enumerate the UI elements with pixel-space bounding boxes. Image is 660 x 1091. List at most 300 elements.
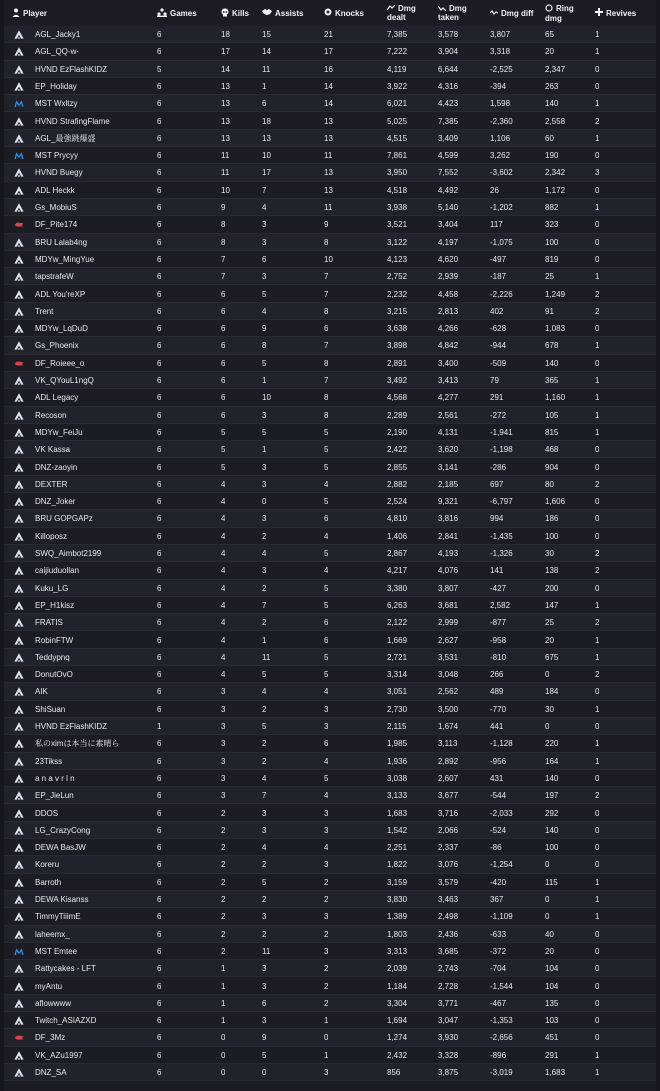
- apex-logo-icon: [14, 549, 24, 558]
- cell-name[interactable]: DF_3Mz: [35, 1033, 66, 1043]
- cell-taken: 2,728: [438, 981, 459, 991]
- cell-games: 6: [157, 168, 162, 178]
- cell-taken: 3,413: [438, 376, 459, 385]
- cell-games: 6: [157, 600, 162, 610]
- cell-knocks: 2: [324, 981, 329, 991]
- cell-name[interactable]: ADL Legacy: [35, 393, 79, 403]
- cell-name[interactable]: MST Wxltzy: [35, 99, 78, 109]
- cell-dealt: 1,542: [387, 825, 408, 835]
- cell-name[interactable]: 23Tikss: [35, 756, 63, 766]
- table-row[interactable]: [4, 303, 656, 320]
- cell-revives: 2: [595, 566, 600, 576]
- col-knocks[interactable]: [324, 0, 364, 26]
- apex-logo-icon: [14, 791, 24, 800]
- ring-icon: [545, 4, 553, 14]
- cell-knocks: 5: [324, 583, 329, 593]
- cell-name[interactable]: aflowwww: [35, 998, 72, 1008]
- cell-games: 6: [157, 998, 162, 1008]
- cell-knocks: 14: [324, 99, 333, 109]
- cell-assists: 4: [262, 203, 267, 212]
- cell-assists: 6: [262, 99, 267, 109]
- cell-name[interactable]: HVND EzFlashKIDZ: [35, 722, 108, 731]
- cell-knocks: 8: [324, 237, 329, 247]
- table-row[interactable]: [4, 649, 656, 666]
- cell-games: 6: [157, 773, 162, 783]
- cell-assists: 11: [262, 64, 271, 74]
- cell-games: 6: [157, 981, 162, 991]
- cell-dealt: 3,215: [387, 306, 408, 316]
- cell-taken: 3,409: [438, 133, 459, 143]
- col-revives[interactable]: [595, 0, 636, 26]
- cell-games: 6: [157, 583, 162, 593]
- cell-dealt: 4,810: [387, 514, 408, 524]
- cell-name[interactable]: Trent: [35, 306, 54, 316]
- cell-taken: 2,436: [438, 929, 459, 939]
- leaderboard-table: [4, 0, 656, 1091]
- col-diff-label: Dmg diff: [501, 8, 534, 18]
- cell-dealt: 3,122: [387, 237, 408, 247]
- table-row[interactable]: [4, 1029, 656, 1046]
- cell-name[interactable]: HVND EzFlashKIDZ: [35, 64, 108, 74]
- cell-name[interactable]: HVND Buegy: [35, 168, 83, 178]
- table-row[interactable]: [4, 528, 656, 545]
- cell-kills: 10: [221, 185, 230, 195]
- table-row[interactable]: [4, 822, 656, 839]
- cell-taken: 2,841: [438, 531, 459, 541]
- table-row[interactable]: [4, 337, 656, 354]
- table-row[interactable]: [4, 753, 656, 770]
- cell-assists: 2: [262, 739, 267, 749]
- cell-diff: 489: [490, 687, 504, 697]
- cell-name[interactable]: FRATIS: [35, 618, 63, 628]
- cell-name[interactable]: RobinFTW: [35, 635, 74, 645]
- table-row[interactable]: [4, 476, 656, 493]
- table-row[interactable]: [4, 407, 656, 424]
- cell-games: 1: [157, 722, 162, 731]
- cell-games: 6: [157, 497, 162, 507]
- cell-ring: 882: [545, 203, 559, 212]
- table-row[interactable]: [4, 580, 656, 597]
- cell-name[interactable]: tapstrafeW: [35, 272, 74, 282]
- cell-diff: 117: [490, 220, 503, 230]
- cell-knocks: 5: [324, 462, 329, 472]
- cell-name[interactable]: DEWA Kisanss: [35, 895, 89, 904]
- cell-games: 6: [157, 445, 162, 455]
- cell-knocks: 7: [324, 376, 329, 385]
- table-row[interactable]: [4, 874, 656, 891]
- cell-games: 6: [157, 185, 162, 195]
- table-row[interactable]: [4, 908, 656, 925]
- cell-games: 6: [157, 410, 162, 420]
- cell-games: 6: [157, 860, 162, 870]
- apex-logo-icon: [14, 376, 24, 385]
- cell-kills: 17: [221, 47, 230, 57]
- cell-kills: 2: [221, 825, 226, 835]
- cell-assists: 5: [262, 289, 267, 299]
- cell-name[interactable]: VK_AZu1997: [35, 1050, 83, 1060]
- col-games[interactable]: [157, 0, 197, 26]
- cell-games: 6: [157, 929, 162, 939]
- cell-knocks: 2: [324, 929, 329, 939]
- table-row[interactable]: [4, 960, 656, 977]
- cell-knocks: 3: [324, 860, 329, 870]
- cell-kills: 4: [221, 635, 226, 645]
- cell-name[interactable]: DonutOvO: [35, 670, 73, 680]
- cell-name[interactable]: MDYw_MingYue: [35, 254, 95, 264]
- col-knocks-label: Knocks: [335, 8, 364, 18]
- table-row[interactable]: [4, 320, 656, 337]
- cell-name[interactable]: Gs_MobiuS: [35, 203, 77, 212]
- cell-assists: 3: [262, 912, 267, 922]
- table-row[interactable]: [4, 510, 656, 527]
- cell-revives: 0: [595, 81, 600, 91]
- cell-revives: 0: [595, 981, 600, 991]
- cell-games: 6: [157, 739, 162, 749]
- apex-logo-icon: [14, 411, 24, 420]
- cell-revives: 1: [595, 410, 600, 420]
- cell-name[interactable]: HVND StrafingFlame: [35, 116, 110, 126]
- cell-name[interactable]: Barroth: [35, 877, 62, 887]
- table-row[interactable]: [4, 493, 656, 510]
- apex-logo-icon: [14, 999, 24, 1008]
- cell-taken: 2,999: [438, 618, 459, 628]
- table-row[interactable]: [4, 441, 656, 458]
- cell-taken: 3,904: [438, 47, 459, 57]
- cell-revives: 0: [595, 64, 600, 74]
- cell-name[interactable]: DDOS: [35, 808, 59, 818]
- apex-logo-icon: [14, 774, 24, 783]
- cell-knocks: 0: [324, 1033, 329, 1043]
- cell-knocks: 13: [324, 168, 333, 178]
- col-player[interactable]: [12, 0, 47, 26]
- cell-ring: 678: [545, 341, 559, 351]
- table-row[interactable]: [4, 389, 656, 406]
- col-ring[interactable]: [545, 0, 574, 26]
- table-row[interactable]: [4, 251, 656, 268]
- cell-name[interactable]: ADL You'reXP: [35, 289, 86, 299]
- table-row[interactable]: [4, 78, 656, 95]
- cell-knocks: 3: [324, 722, 329, 731]
- table-row[interactable]: [4, 597, 656, 614]
- cell-games: 6: [157, 324, 162, 334]
- cell-taken: 6,644: [438, 64, 459, 74]
- cell-name[interactable]: DNZ-zaoyin: [35, 462, 78, 472]
- cell-name[interactable]: EP_JieLun: [35, 791, 74, 801]
- cell-name[interactable]: VK Kassa: [35, 445, 71, 455]
- table-row[interactable]: [4, 943, 656, 960]
- cell-assists: 7: [262, 185, 267, 195]
- table-row[interactable]: [4, 995, 656, 1012]
- table-row[interactable]: [4, 770, 656, 787]
- cell-kills: 1: [221, 981, 226, 991]
- table-row[interactable]: [4, 113, 656, 130]
- apex-logo-icon: [14, 964, 24, 973]
- cell-knocks: 5: [324, 427, 329, 437]
- cell-name[interactable]: VK_QYouL1ngQ: [35, 376, 94, 385]
- table-row[interactable]: [4, 95, 656, 112]
- cell-dealt: 3,492: [387, 376, 408, 385]
- cell-taken: 3,685: [438, 946, 459, 956]
- cell-name[interactable]: 私のximは本当に素晴ら: [35, 739, 120, 749]
- cell-diff: -509: [490, 358, 507, 368]
- cell-name[interactable]: Gs_Phoenix: [35, 341, 79, 351]
- table-row[interactable]: [4, 199, 656, 216]
- table-row[interactable]: [4, 1064, 656, 1081]
- cell-dealt: 3,830: [387, 895, 408, 904]
- table-row[interactable]: [4, 666, 656, 683]
- cell-name[interactable]: BRU Lalab4ng: [35, 237, 88, 247]
- cell-games: 6: [157, 1050, 162, 1060]
- table-row[interactable]: [4, 1012, 656, 1029]
- table-row[interactable]: [4, 839, 656, 856]
- cell-diff: 26: [490, 185, 499, 195]
- col-kills[interactable]: [221, 0, 249, 26]
- cell-name[interactable]: MDYw_FeiJu: [35, 427, 83, 437]
- cell-taken: 3,875: [438, 1068, 459, 1077]
- table-row[interactable]: [4, 856, 656, 873]
- cell-assists: 9: [262, 1033, 267, 1043]
- df-logo-icon: [14, 359, 24, 368]
- table-row[interactable]: [4, 1047, 656, 1064]
- table-row[interactable]: [4, 43, 656, 60]
- cell-dealt: 2,232: [387, 289, 408, 299]
- cell-revives: 0: [595, 687, 600, 697]
- cell-diff: 3,807: [490, 30, 511, 39]
- table-row[interactable]: [4, 805, 656, 822]
- table-row[interactable]: [4, 164, 656, 181]
- cell-diff: 367: [490, 895, 504, 904]
- table-row[interactable]: [4, 234, 656, 251]
- cell-diff: -704: [490, 964, 507, 974]
- cell-taken: 2,813: [438, 306, 459, 316]
- apex-logo-icon: [14, 895, 24, 904]
- cell-ring: 186: [545, 514, 559, 524]
- cell-name[interactable]: DNZ_Joker: [35, 497, 76, 507]
- cell-name[interactable]: AGL_QQ-w-: [35, 47, 80, 57]
- apex-logo-icon: [14, 930, 24, 939]
- cell-name[interactable]: Koreru: [35, 860, 60, 870]
- cell-diff: -497: [490, 254, 507, 264]
- cell-name[interactable]: laheemx_: [35, 929, 70, 939]
- apex-logo-icon: [14, 30, 24, 39]
- cell-name[interactable]: LG_CrazyCong: [35, 825, 91, 835]
- cell-name[interactable]: Kuku_LG: [35, 583, 69, 593]
- cell-taken: 2,185: [438, 479, 459, 489]
- table-row[interactable]: [4, 26, 656, 43]
- cell-games: 6: [157, 358, 162, 368]
- cell-taken: 4,277: [438, 393, 459, 403]
- table-row[interactable]: [4, 562, 656, 579]
- cell-name[interactable]: AGL_最強跳爆盛: [35, 133, 96, 143]
- cell-taken: 3,531: [438, 652, 459, 662]
- cell-dealt: 4,119: [387, 64, 407, 74]
- table-row[interactable]: [4, 718, 656, 735]
- cell-assists: 1: [262, 81, 267, 91]
- cell-revives: 0: [595, 462, 600, 472]
- cell-kills: 6: [221, 289, 226, 299]
- cell-kills: 13: [221, 133, 230, 143]
- cell-dealt: 2,289: [387, 410, 408, 420]
- cell-revives: 0: [595, 843, 600, 853]
- cell-diff: 1,106: [490, 133, 511, 143]
- cell-name[interactable]: Rattycakes - LFT: [35, 964, 96, 974]
- cell-assists: 1: [262, 376, 267, 385]
- cell-diff: 994: [490, 514, 504, 524]
- table-row[interactable]: [4, 683, 656, 700]
- cell-kills: 6: [221, 341, 226, 351]
- cell-name[interactable]: ShiSuan: [35, 704, 66, 714]
- cell-name[interactable]: myAntu: [35, 981, 63, 991]
- table-row[interactable]: [4, 286, 656, 303]
- cell-name[interactable]: ADL Heckk: [35, 185, 75, 195]
- cell-name[interactable]: DF_Roieee_o: [35, 358, 85, 368]
- cell-dealt: 2,882: [387, 479, 408, 489]
- cell-diff: -956: [490, 756, 507, 766]
- cell-revives: 1: [595, 393, 600, 403]
- cell-ring: 200: [545, 583, 559, 593]
- cell-name[interactable]: MST Emtee: [35, 946, 78, 956]
- cell-kills: 11: [221, 151, 230, 161]
- col-diff[interactable]: [490, 0, 533, 26]
- cell-games: 6: [157, 618, 162, 628]
- apex-logo-icon: [14, 618, 24, 627]
- cell-name[interactable]: AGL_Jacky1: [35, 30, 81, 39]
- table-row[interactable]: [4, 926, 656, 943]
- col-kills-label: Kills: [232, 8, 249, 18]
- cell-ring: 104: [545, 981, 559, 991]
- col-assists-label: Assists: [275, 8, 304, 18]
- cell-knocks: 8: [324, 410, 329, 420]
- cell-assists: 2: [262, 756, 267, 766]
- cell-taken: 3,816: [438, 514, 459, 524]
- cell-knocks: 5: [324, 549, 329, 558]
- table-row[interactable]: [4, 891, 656, 908]
- cell-diff: -2,360: [490, 116, 513, 126]
- table-row[interactable]: [4, 787, 656, 804]
- table-row[interactable]: [4, 735, 656, 752]
- table-row[interactable]: [4, 268, 656, 285]
- table-row[interactable]: [4, 182, 656, 199]
- cell-kills: 0: [221, 1033, 226, 1043]
- table-row[interactable]: [4, 978, 656, 995]
- cell-diff: -2,226: [490, 289, 513, 299]
- cell-dealt: 1,936: [387, 756, 408, 766]
- apex-logo-icon: [14, 878, 24, 887]
- cell-name[interactable]: DF_Pite174: [35, 220, 78, 230]
- cell-games: 6: [157, 895, 162, 904]
- table-row[interactable]: [4, 459, 656, 476]
- col-dealt[interactable]: [387, 0, 416, 26]
- table-row[interactable]: [4, 147, 656, 164]
- cell-diff: -1,198: [490, 445, 513, 455]
- cell-name[interactable]: SWQ_Aimbot2199: [35, 549, 102, 558]
- cell-assists: 5: [262, 427, 267, 437]
- cell-games: 6: [157, 427, 162, 437]
- cell-dealt: 1,694: [387, 1016, 408, 1026]
- col-taken[interactable]: [438, 0, 467, 26]
- cell-ring: 40: [545, 929, 554, 939]
- cell-dealt: 7,861: [387, 151, 408, 161]
- cell-assists: 2: [262, 860, 267, 870]
- cell-name[interactable]: caijiuduollan: [35, 566, 80, 576]
- cell-name[interactable]: a n a v r l n: [35, 773, 75, 783]
- cell-ring: 105: [545, 410, 559, 420]
- cell-games: 6: [157, 652, 162, 662]
- cell-name[interactable]: Teddypnq: [35, 652, 70, 662]
- cell-kills: 0: [221, 1050, 226, 1060]
- cell-assists: 10: [262, 393, 271, 403]
- cell-name[interactable]: DEXTER: [35, 479, 68, 489]
- cell-kills: 4: [221, 549, 226, 558]
- col-dealt-label-1: Dmg: [398, 4, 416, 13]
- table-row[interactable]: [4, 61, 656, 78]
- table-row[interactable]: [4, 372, 656, 389]
- cell-ring: 25: [545, 618, 554, 628]
- cell-dealt: 1,406: [387, 531, 408, 541]
- cell-knocks: 7: [324, 289, 329, 299]
- cell-knocks: 8: [324, 306, 329, 316]
- df-logo-icon: [14, 220, 24, 229]
- cell-name[interactable]: DEWA BasJW: [35, 843, 86, 853]
- cell-ring: 65: [545, 30, 554, 39]
- cell-name[interactable]: TimmyTiiimE: [35, 912, 81, 922]
- cell-assists: 3: [262, 514, 267, 524]
- table-row[interactable]: [4, 355, 656, 372]
- cell-name[interactable]: EP_H1kisz: [35, 600, 75, 610]
- cell-taken: 2,939: [438, 272, 459, 282]
- table-row[interactable]: [4, 614, 656, 631]
- col-games-label: Games: [170, 8, 197, 18]
- cell-assists: 2: [262, 704, 267, 714]
- cell-games: 6: [157, 254, 162, 264]
- cell-name[interactable]: MDYw_LqDuD: [35, 324, 88, 334]
- cell-taken: 9,321: [438, 497, 459, 507]
- table-row[interactable]: [4, 424, 656, 441]
- cell-dealt: 1,274: [387, 1033, 408, 1043]
- cell-name[interactable]: Killoposz: [35, 531, 68, 541]
- table-row[interactable]: [4, 130, 656, 147]
- cell-revives: 1: [595, 895, 600, 904]
- cell-name[interactable]: AIK: [35, 687, 48, 697]
- cell-name[interactable]: MST Prycyy: [35, 151, 78, 161]
- table-row[interactable]: [4, 632, 656, 649]
- cell-kills: 4: [221, 531, 226, 541]
- cell-name[interactable]: Twitch_ASIAZXD: [35, 1016, 97, 1026]
- cell-dealt: 6,263: [387, 600, 408, 610]
- cell-knocks: 7: [324, 272, 329, 282]
- cell-name[interactable]: BRU GOPGAPz: [35, 514, 93, 524]
- cell-taken: 4,193: [438, 549, 459, 558]
- cell-dealt: 3,159: [387, 877, 408, 887]
- cell-diff: -2,656: [490, 1033, 513, 1043]
- cell-revives: 0: [595, 324, 600, 334]
- cell-dealt: 3,380: [387, 583, 408, 593]
- cell-assists: 7: [262, 600, 267, 610]
- cell-games: 6: [157, 843, 162, 853]
- cell-name[interactable]: DNZ_SA: [35, 1068, 67, 1077]
- apex-logo-icon: [14, 705, 24, 714]
- table-row[interactable]: [4, 701, 656, 718]
- col-assists[interactable]: [262, 0, 303, 26]
- table-row[interactable]: [4, 545, 656, 562]
- table-row[interactable]: [4, 216, 656, 233]
- cell-ring: 2,342: [545, 168, 566, 178]
- cell-diff: -628: [490, 324, 507, 334]
- apex-logo-icon: [14, 445, 24, 454]
- cell-name[interactable]: EP_Holiday: [35, 81, 77, 91]
- cell-revives: 1: [595, 652, 600, 662]
- cell-name[interactable]: Recoson: [35, 410, 67, 420]
